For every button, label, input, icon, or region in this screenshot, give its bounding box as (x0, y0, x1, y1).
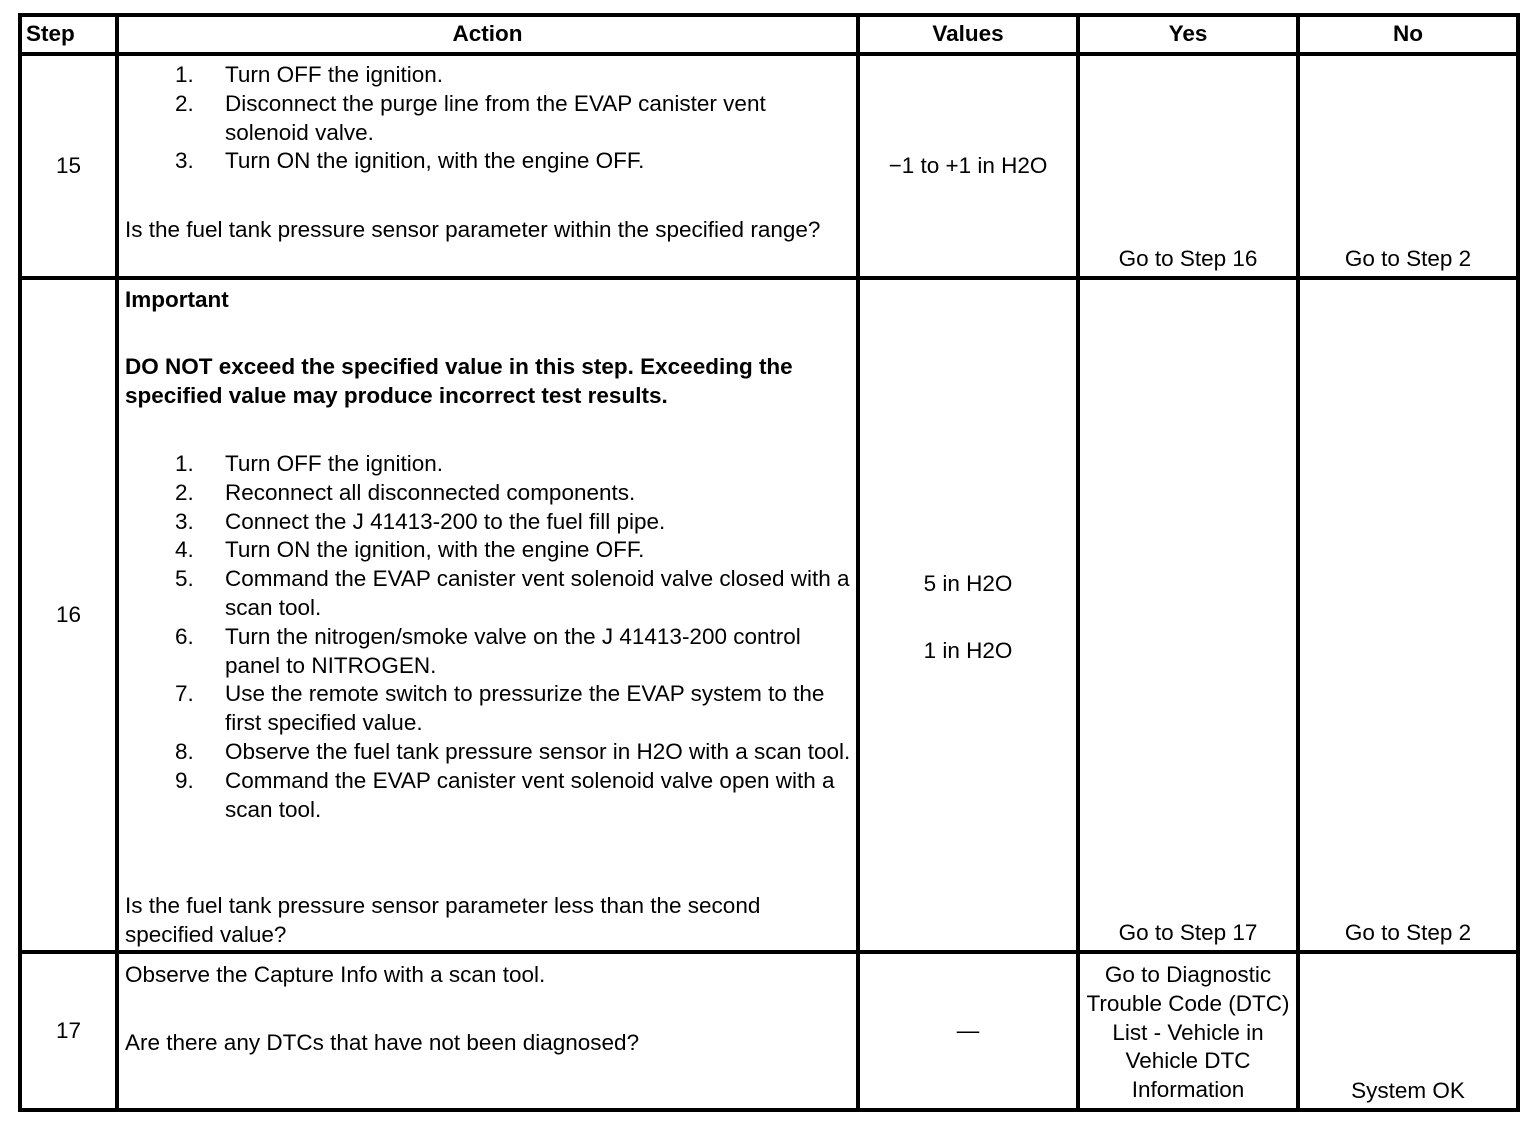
value-17: — (956, 1017, 980, 1043)
list-item-number: 9. (175, 767, 194, 793)
list-item (125, 450, 855, 479)
table-border-right (1516, 13, 1520, 1112)
list-item-text: Observe the fuel tank pressure sensor in H2O with a scan tool. (225, 738, 851, 764)
list-item (125, 508, 855, 537)
yes-16: Go to Step 17 (1118, 920, 1258, 946)
no-17: System OK (1351, 1078, 1465, 1104)
list-item-text: Command the EVAP canister vent solenoid valve closed with a scan tool. (225, 566, 850, 620)
list-item-text: Disconnect the purge line from the EVAP canister vent solenoid valve. (225, 90, 766, 145)
header-step: Step (26, 21, 75, 47)
list-item-text: Turn OFF the ignition. (225, 451, 444, 476)
list-item-text: Reconnect all disconnected components. (225, 479, 636, 505)
action-list-15 (125, 61, 855, 176)
important-title: Important (125, 287, 229, 312)
list-item (125, 90, 855, 148)
list-item-text: Turn ON the ignition, with the engine OFF. (225, 148, 645, 174)
no-15: Go to Step 2 (1344, 246, 1472, 272)
list-item-number: 6. (175, 623, 194, 649)
list-item-number: 4. (175, 537, 194, 563)
list-item-text: Turn ON the ignition, with the engine OFF. (225, 537, 645, 563)
header-values: Values (932, 21, 1004, 47)
list-item (125, 536, 855, 565)
list-item-number: 8. (175, 738, 194, 764)
action-cell-16 (125, 450, 855, 824)
step-number-16: 16 (55, 601, 82, 627)
diagnostic-table (18, 13, 1520, 1112)
list-item-number: 2. (175, 90, 194, 116)
table-border-bottom (18, 1108, 1520, 1112)
list-item-text: Turn the nitrogen/smoke valve on the J 41413-200 control panel to NITROGEN. (225, 623, 801, 678)
value-16-second: 1 in H2O (923, 637, 1013, 663)
list-item (125, 565, 855, 623)
list-item-text: Connect the J 41413-200 to the fuel fill pipe. (225, 508, 666, 534)
step-number-17: 17 (55, 1017, 82, 1043)
step-number-15: 15 (55, 152, 82, 178)
action-list-16 (125, 450, 855, 824)
row-divider-16-17 (18, 950, 1520, 954)
value-16-first: 5 in H2O (923, 570, 1013, 596)
list-item (125, 738, 855, 767)
list-item-number: 7. (175, 681, 194, 707)
col-divider-step-action (115, 13, 119, 1112)
action-cell-15 (125, 61, 855, 176)
list-item (125, 61, 855, 90)
header-no: No (1393, 21, 1423, 47)
list-item-number: 5. (175, 566, 194, 592)
list-item (125, 623, 855, 681)
yes-17: Go to Diagnostic Trouble Code (DTC) List - Vehicle in Vehicle DTC Information (1086, 962, 1290, 1103)
question-16: Is the fuel tank pressure sensor parameter less than the second specified value? (125, 893, 761, 947)
list-item (125, 147, 855, 176)
list-item (125, 767, 855, 825)
list-item-number: 3. (175, 508, 194, 534)
header-yes: Yes (1168, 21, 1208, 47)
list-item-number: 1. (175, 62, 194, 87)
header-action: Action (452, 21, 523, 47)
yes-15: Go to Step 16 (1118, 246, 1258, 272)
no-16: Go to Step 2 (1344, 920, 1472, 946)
question-15: Is the fuel tank pressure sensor parameter within the specified range? (125, 217, 821, 242)
list-item-number: 3. (175, 148, 194, 174)
question-17: Are there any DTCs that have not been diagnosed? (125, 1030, 640, 1055)
list-item-text: Turn OFF the ignition. (225, 62, 444, 87)
list-item (125, 479, 855, 508)
observe-17: Observe the Capture Info with a scan tool. (125, 962, 546, 987)
list-item-text: Use the remote switch to pressurize the EVAP system to the first specified value. (225, 681, 825, 736)
list-item-number: 2. (175, 479, 194, 505)
important-warning: DO NOT exceed the specified value in this step. Exceeding the specified value may produce incorrect test results. (125, 354, 793, 408)
list-item (125, 680, 855, 738)
value-15: −1 to +1 in H2O (888, 152, 1048, 178)
list-item-text: Command the EVAP canister vent solenoid valve open with a scan tool. (225, 767, 835, 822)
list-item-number: 1. (175, 451, 194, 476)
